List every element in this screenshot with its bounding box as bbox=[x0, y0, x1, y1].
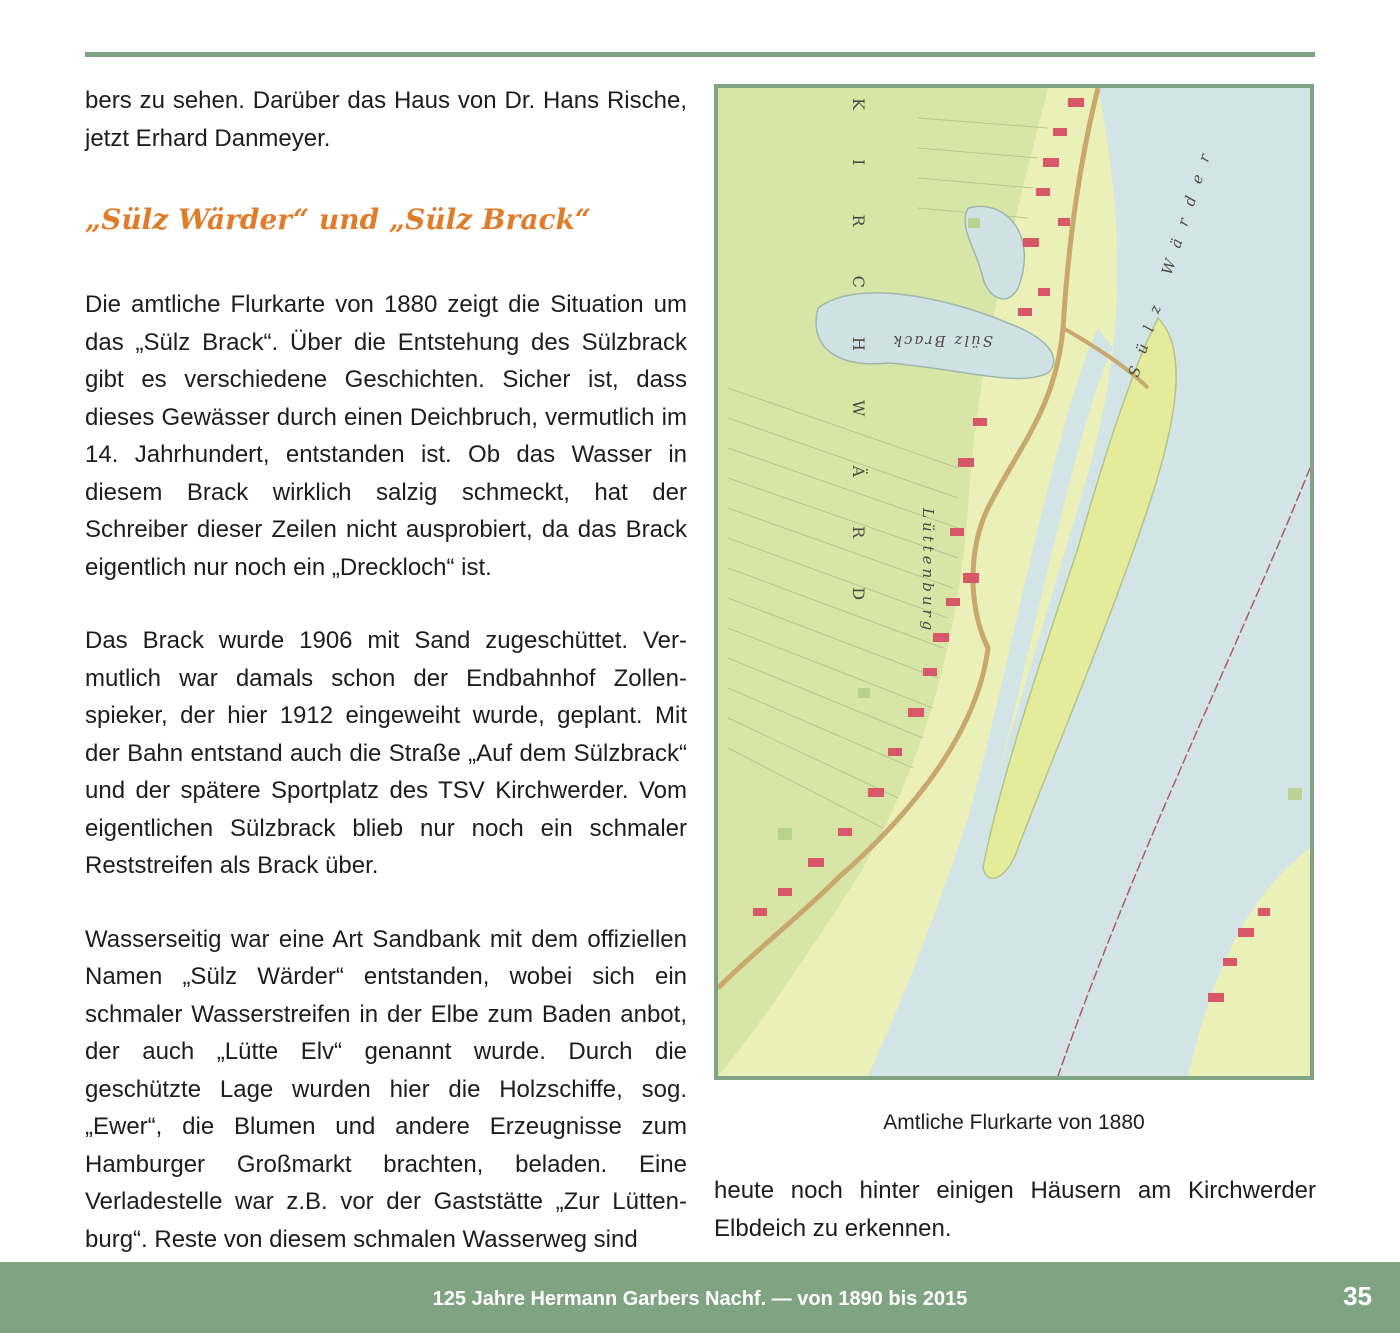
footer-bar bbox=[0, 1262, 1400, 1333]
figure-caption: Amtliche Flurkarte von 1880 bbox=[883, 1111, 1145, 1134]
paragraph-continuation: heute noch hinter einigen Häusern am Kirchwerder Elbdeich zu erkennen. bbox=[714, 1177, 1316, 1242]
map-label-suelz-brack: Sülz Brack bbox=[890, 332, 993, 350]
intro-paragraph: bers zu sehen. Darüber das Haus von Dr. Hans Rische, jetzt Erhard Danmeyer. bbox=[85, 87, 687, 152]
top-rule bbox=[85, 52, 1315, 57]
page-number: 35 bbox=[1343, 1281, 1372, 1311]
paragraph-suelz-waerder: Wasserseitig war eine Art Sandbank mit dem offiziellen Namen „Sülz Wärder“ entstanden, wobei sich ein schmaler Wasserstreifen in der Elbe zum Baden anbot, der auch „Lütte Elv“ genannt wurde. Durch die geschützte Lage wurden hier die Holzschiffe, sog. „Ewer“, die Blumen und andere Erzeugnisse zum Hamburger Großmarkt brachten, beladen. Eine Verladestelle war z.B. vor der Gaststätte „Zur Lüttenburg“. Reste von diesem schmalen Wasserweg sind bbox=[85, 925, 687, 1253]
map-label-kirchwaerder: K I R C H W Ä R D bbox=[849, 98, 868, 623]
map-figure bbox=[714, 84, 1314, 1080]
paragraph-flurkarte: Die amtliche Flurkarte von 1880 zeigt die Situation um das „Sülz Brack“. Über die Entstehung des Sülzbrack gibt es verschiedene Geschichten. Sicher ist, dass dieses Gewässer durch einen Deichbruch, vermutlich im 14. Jahrhundert, entstanden ist. Ob das Wasser in diesem Brack wirklich salzig schmeckt, hat der Schreiber dieser Zeilen nicht ausprobiert, da das Brack eigentlich nur noch ein „Dreckloch“ ist. bbox=[85, 291, 687, 581]
historic-map bbox=[718, 88, 1310, 1076]
paragraph-brack-1906: Das Brack wurde 1906 mit Sand zugeschüttet. Vermutlich war damals schon der Endbahnhof Zollenspieker, der hier 1912 eingeweiht wurde, geplant. Mit der Bahn entstand auch die Straße „Auf dem Sülzbrack“ und der spätere Sportplatz des TSV Kirchwerder. Vom eigentlichen Sülzbrack blieb nur noch ein schmaler Reststreifen als Brack über. bbox=[85, 627, 687, 879]
section-heading: „Sülz Wärder“ und „Sülz Brack“ bbox=[85, 203, 592, 236]
map-label-suelz-waerder: Sülz Wärder bbox=[1124, 138, 1219, 380]
map-label-luettenburg: Lüttenburg bbox=[919, 508, 937, 635]
left-column bbox=[85, 82, 687, 1258]
footer-title: 125 Jahre Hermann Garbers Nachf. — von 1890 bis 2015 bbox=[432, 1288, 968, 1310]
right-column bbox=[714, 1172, 1316, 1247]
